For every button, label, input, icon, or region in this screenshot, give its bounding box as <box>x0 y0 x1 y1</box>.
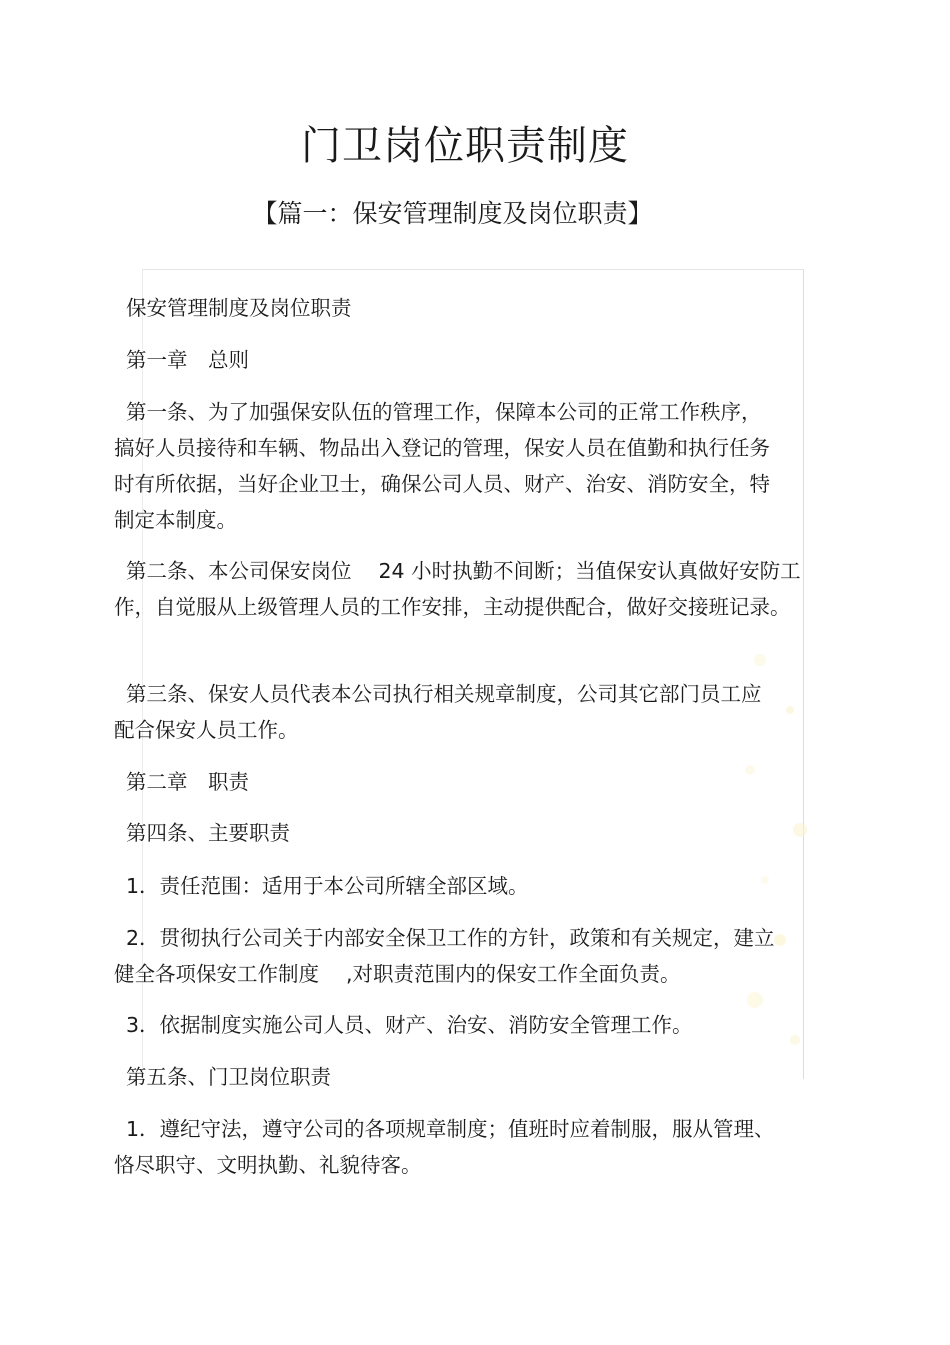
article-heading: 第四条、主要职责 <box>126 821 290 845</box>
page-title: 门卫岗位职责制度 <box>301 123 629 169</box>
body-paragraph: 第二条、本公司保安岗位 24 小时执勤不间断；当值保安认真做好安防工作，自觉服从上级管理人员的工作安排，主动提供配合，做好交接班记录。 <box>114 559 801 619</box>
list-item: 1．责任范围：适用于本公司所辖全部区域。 <box>126 874 529 898</box>
article-heading: 第五条、门卫岗位职责 <box>126 1065 331 1089</box>
list-item: 2．贯彻执行公司关于内部安全保卫工作的方针，政策和有关规定，建立健全各项保安工作制度 ,对职责范围内的保安工作全面负责。 <box>114 926 775 986</box>
chapter-heading: 第二章 职责 <box>126 770 249 794</box>
chapter-heading: 第一章 总则 <box>126 348 249 372</box>
list-item: 3．依据制度实施公司人员、财产、治安、消防安全管理工作。 <box>126 1013 693 1037</box>
body-paragraph: 保安管理制度及岗位职责 <box>126 296 352 320</box>
body-paragraph: 第三条、保安人员代表本公司执行相关规章制度，公司其它部门员工应配合保安人员工作。 <box>114 682 762 742</box>
list-item: 1．遵纪守法，遵守公司的各项规章制度；值班时应着制服，服从管理、恪尽职守、文明执勤、礼貌待客。 <box>114 1117 775 1177</box>
section-subtitle: 【篇一：保安管理制度及岗位职责】 <box>252 199 653 228</box>
body-paragraph: 第一条、为了加强保安队伍的管理工作，保障本公司的正常工作秩序，搞好人员接待和车辆、物品出入登记的管理，保安人员在值勤和执行任务时有所依据，当好企业卫士，确保公司人员、财产、治安、消防安全，特制定本制度。 <box>114 400 770 532</box>
